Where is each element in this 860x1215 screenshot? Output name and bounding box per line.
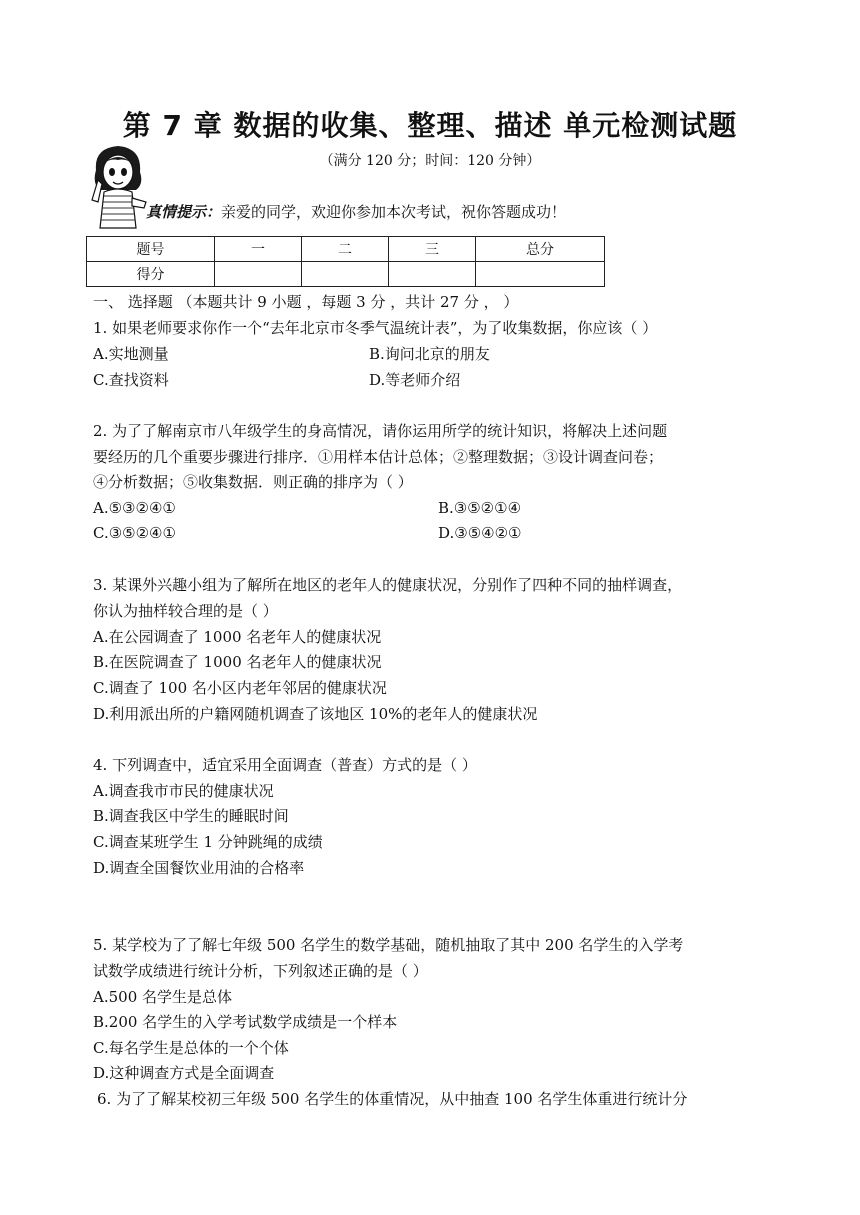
question-1-option-d: D.等老师介绍 [369,371,461,389]
page-title: 第 7 章 数据的收集、整理、描述 单元检测试题 [122,109,738,142]
table-header-cell: 二 [302,237,389,262]
table-header-cell: 一 [215,237,302,262]
exam-subtitle: （满分 120 分；时间：120 分钟） [319,153,541,169]
table-header-cell: 总分 [476,237,605,262]
score-table [86,236,605,287]
question-6-stem: 6. 为了了解某校初三年级 500 名学生的体重情况，从中抽查 100 名学生体重进行统计分 [97,1090,688,1108]
question-5-option-a: A.500 名学生是总体 [93,988,232,1006]
question-2-option-d: D.③⑤④②① [438,524,522,542]
score-cell[interactable] [215,262,302,287]
question-5-option-d: D.这种调查方式是全面调查 [93,1064,275,1082]
question-3-stem-line: 3. 某课外兴趣小组为了解所在地区的老年人的健康状况，分别作了四种不同的抽样调查， [93,576,683,594]
tip-text: 亲爱的同学，欢迎你参加本次考试，祝你答题成功！ [221,203,567,221]
question-2-option-c: C.③⑤②④① [93,524,176,542]
question-4-option-d: D.调查全国餐饮业用油的合格率 [93,859,305,877]
question-1-stem: 1. 如果老师要求你作一个“去年北京市冬季气温统计表”，为了收集数据，你应该（ ） [93,319,658,337]
question-3-option-c: C.调查了 100 名小区内老年邻居的健康状况 [93,679,387,697]
question-3-option-b: B.在医院调查了 1000 名老年人的健康状况 [93,653,382,671]
question-3-option-a: A.在公园调查了 1000 名老年人的健康状况 [93,628,382,646]
question-5-option-b: B.200 名学生的入学考试数学成绩是一个样本 [93,1013,398,1031]
question-4-stem: 4. 下列调查中，适宜采用全面调查（普查）方式的是（ ） [93,756,477,774]
question-4-option-a: A.调查我市市民的健康状况 [93,782,274,800]
score-cell[interactable] [476,262,605,287]
question-5-option-c: C.每名学生是总体的一个个体 [93,1039,289,1057]
question-2-stem-line: ④分析数据；⑤收集数据．则正确的排序为（ ） [93,473,413,491]
table-header-cell: 题号 [87,237,215,262]
question-3-option-d: D.利用派出所的户籍网随机调查了该地区 10%的老年人的健康状况 [93,705,538,723]
question-3-stem-line: 你认为抽样较合理的是（ ） [93,602,278,620]
question-2-option-b: B.③⑤②①④ [438,499,522,517]
question-2-option-a: A.⑤③②④① [93,499,176,517]
tip-line [146,201,566,222]
question-1-option-a: A.实地测量 [93,345,169,363]
table-row [87,262,605,287]
tip-label: 真情提示： [146,203,222,221]
question-4-option-b: B.调查我区中学生的睡眠时间 [93,807,289,825]
question-2-stem-line: 要经历的几个重要步骤进行排序．①用样本估计总体；②整理数据；③设计调查问卷； [93,448,664,466]
section-header: 一、 选择题 （本题共计 9 小题 ，每题 3 分 ，共计 27 分 ， ） [93,293,519,311]
score-cell[interactable] [302,262,389,287]
table-row-label: 得分 [87,262,215,287]
question-2-stem-line: 2. 为了了解南京市八年级学生的身高情况，请你运用所学的统计知识，将解决上述问题 [93,422,668,440]
question-4-option-c: C.调查某班学生 1 分钟跳绳的成绩 [93,833,323,851]
question-1-option-c: C.查找资料 [93,371,169,389]
question-1-option-b: B.询问北京的朋友 [369,345,490,363]
score-cell[interactable] [389,262,476,287]
question-5-stem-line: 试数学成绩进行统计分析，下列叙述正确的是（ ） [93,962,428,980]
table-header-cell: 三 [389,237,476,262]
table-row [87,237,605,262]
question-5-stem-line: 5. 某学校为了了解七年级 500 名学生的数学基础，随机抽取了其中 200 名学生的入学考 [93,936,684,954]
